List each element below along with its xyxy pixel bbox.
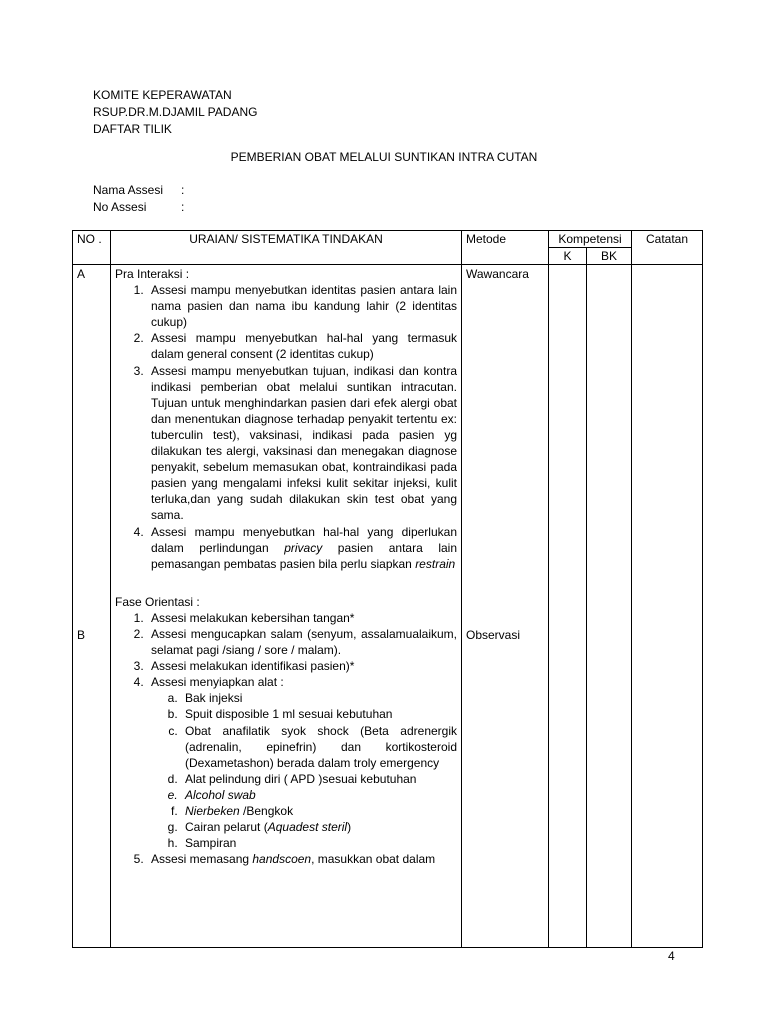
section-a-list <box>115 282 457 572</box>
col-k-header: K <box>549 248 587 265</box>
header-committee: KOMITE KEPERAWATAN <box>93 88 232 102</box>
list-item: 5. Assesi memasang handscoen, masukkan obat dalam <box>147 851 457 867</box>
assessee-name-label: Nama Assesi <box>93 183 164 197</box>
list-item: f. Nierbeken /Bengkok <box>181 803 457 819</box>
list-item: b. Spuit disposible 1 ml sesuai kebutuhan <box>181 706 457 722</box>
list-item: c. Obat anafilatik syok shock (Beta adrenergik (adrenalin, epinefrin) dan kortikosteroid (Dexametashon) berada dalam troly emergency <box>181 723 457 771</box>
section-b-title: Fase Orientasi : <box>115 594 200 609</box>
list-item: e. Alcohol swab <box>181 787 457 803</box>
list-item: 4. Assesi mampu menyebutkan hal-hal yang diperlukan dalam perlindungan privacy pasien antara lain pemasangan pembatas pasien bila perlu siapkan restrain <box>147 524 457 572</box>
assessee-no-row <box>93 199 184 216</box>
table-header-row-1 <box>73 231 703 248</box>
no-column-cell <box>73 265 111 948</box>
metode-column-cell <box>462 265 549 948</box>
section-b-metode: Observasi <box>466 628 521 643</box>
col-uraian-header: URAIAN/ SISTEMATIKA TINDAKAN <box>111 231 462 265</box>
section-b-list <box>115 610 457 868</box>
list-item: h. Sampiran <box>181 835 457 851</box>
header-doc-type: DAFTAR TILIK <box>93 122 172 136</box>
catatan-column-cell[interactable] <box>632 265 703 948</box>
col-metode-header: Metode <box>462 231 549 265</box>
col-catatan-header: Catatan <box>632 231 703 265</box>
section-a-no: A <box>77 267 86 281</box>
bk-column-cell[interactable] <box>587 265 632 948</box>
col-no-header: NO . <box>73 231 111 265</box>
section-a-metode: Wawancara <box>466 267 529 281</box>
list-item: 2. Assesi mampu menyebutkan hal-hal yang termasuk dalam general consent (2 identitas cukup) <box>147 330 457 362</box>
table-row <box>73 265 703 948</box>
list-item: 3. Assesi mampu menyebutkan tujuan, indikasi dan kontra indikasi pemberian obat melalui suntikan intracutan. Tujuan untuk menghindarkan pasien dari efek alergi obat dan menentukan diagnose terhadap penyakit tertentu ex: tuberculin test), vaksinasi, indikasi pada pasien yg dilakukan tes alergi, vaksinasi dan menegakan diagnose penyakit, sebelum memasukan obat, kontraindikasi pada pasien yang mengalami infeksi kulit sekitar injeksi, kulit terluka,dan yang sudah dilakukan skin test obat yang sama. <box>147 363 457 524</box>
assessee-no-sep: : <box>181 200 185 214</box>
list-item: 1. Assesi melakukan kebersihan tangan* <box>147 610 457 626</box>
list-item: d. Alat pelindung diri ( APD )sesuai kebutuhan <box>181 771 457 787</box>
section-a-title: Pra Interaksi : <box>115 267 190 281</box>
col-kompetensi-header: Kompetensi <box>549 231 632 248</box>
section-b-no: B <box>77 628 86 643</box>
list-item: a. Bak injeksi <box>181 690 457 706</box>
uraian-column-cell <box>111 265 462 948</box>
checklist-table <box>72 230 703 948</box>
assessee-name-row <box>93 182 184 199</box>
document-header <box>93 87 257 138</box>
tools-list <box>151 690 457 851</box>
page-number: 4 <box>668 949 675 963</box>
k-column-cell[interactable] <box>549 265 587 948</box>
list-item: 2. Assesi mengucapkan salam (senyum, assalamualaikum, selamat pagi /siang / sore / malam). <box>147 626 457 658</box>
list-item: g. Cairan pelarut (Aquadest steril) <box>181 819 457 835</box>
assessee-no-label: No Assesi <box>93 200 147 214</box>
col-bk-header: BK <box>587 248 632 265</box>
document-title: PEMBERIAN OBAT MELALUI SUNTIKAN INTRA CUTAN <box>230 150 538 164</box>
list-item: 4. Assesi menyiapkan alat : a. Bak injeksi b. Spuit disposible 1 ml sesuai kebutuhan c. Obat anafilatik syok shock (Beta adrenergik (adrenalin, epinefrin) dan kortikosteroid (Dexametashon) berada dalam troly emergency d. Alat pelindung diri ( APD )sesuai kebutuhan e. Alcohol swab f. Nierbeken /Bengkok g. Cairan pelarut (Aquadest steril) h. Sampiran <box>147 674 457 851</box>
header-hospital: RSUP.DR.M.DJAMIL PADANG <box>93 105 258 119</box>
list-item: 1. Assesi mampu menyebutkan identitas pasien antara lain nama pasien dan nama ibu kandung lahir (2 identitas cukup) <box>147 282 457 330</box>
assessee-name-sep: : <box>181 183 185 197</box>
list-item: 3. Assesi melakukan identifikasi pasien)* <box>147 658 457 674</box>
assessee-identity <box>93 182 184 216</box>
